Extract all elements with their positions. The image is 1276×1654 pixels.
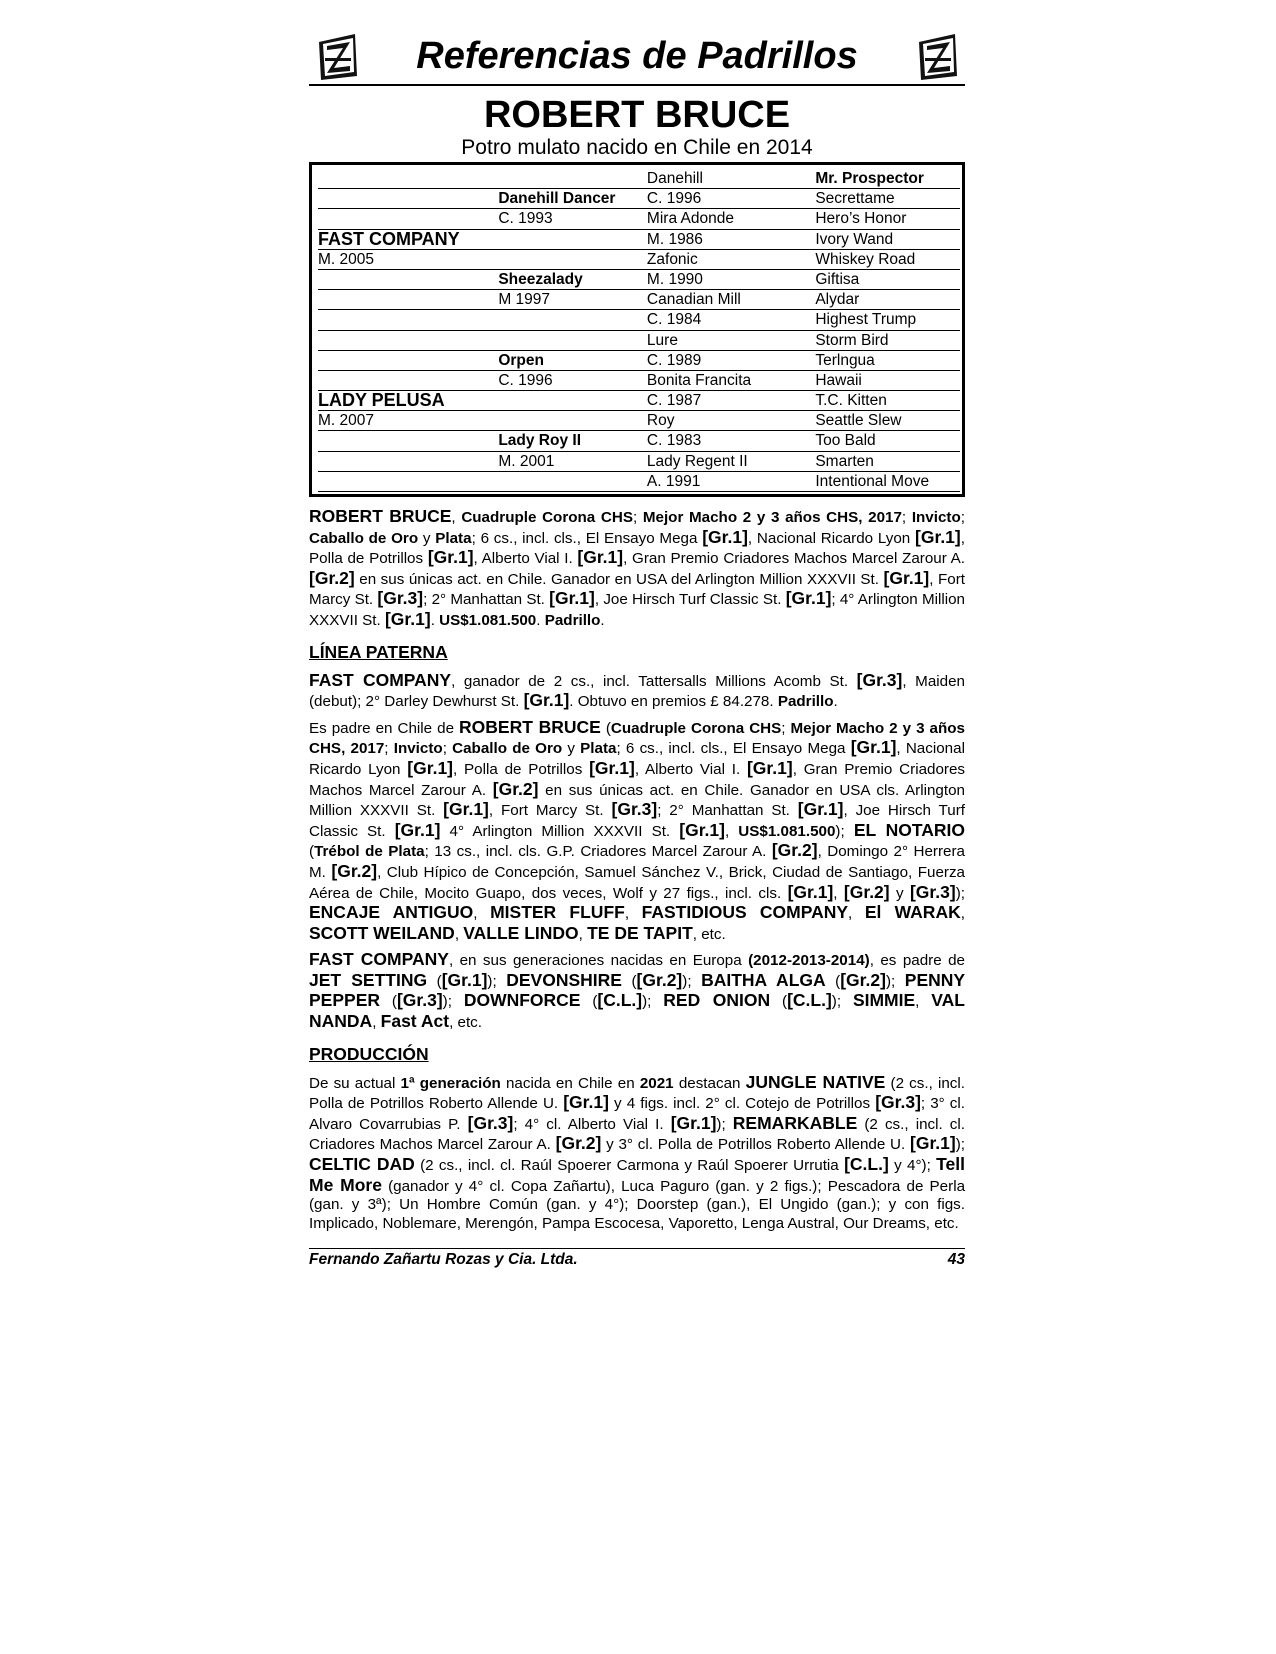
pedigree-cell: Alydar bbox=[815, 291, 860, 309]
horse-name: ROBERT BRUCE bbox=[483, 94, 791, 136]
pedigree-row bbox=[318, 189, 960, 209]
pedigree-row bbox=[318, 452, 960, 472]
pedigree-cell: M. 2005 bbox=[318, 250, 375, 268]
page bbox=[309, 28, 965, 1233]
pedigree-cell: Danehill Dancer bbox=[498, 190, 616, 208]
page-footer bbox=[309, 1248, 965, 1269]
pedigree-cell: Lady Roy II bbox=[498, 432, 581, 450]
pedigree-cell bbox=[318, 331, 498, 350]
pedigree-cell: Zafonic bbox=[646, 250, 698, 268]
pedigree-cell bbox=[498, 391, 647, 410]
pedigree-row bbox=[318, 209, 960, 229]
pedigree-cell: Lady Regent II bbox=[646, 452, 748, 470]
pedigree-cell: Seattle Slew bbox=[815, 412, 902, 430]
pedigree-cell bbox=[318, 189, 498, 208]
pedigree-cell bbox=[318, 351, 498, 370]
pedigree-row bbox=[318, 270, 960, 290]
pedigree-row bbox=[318, 371, 960, 391]
pedigree-cell: M. 1990 bbox=[646, 270, 703, 288]
section-heading-produccion: PRODUCCIÓN bbox=[309, 1043, 429, 1064]
pedigree-row bbox=[318, 431, 960, 451]
pedigree-cell: C. 1987 bbox=[646, 392, 702, 410]
pedigree-cell: C. 1996 bbox=[498, 371, 553, 389]
pedigree-cell bbox=[318, 169, 498, 188]
pedigree-cell: C. 1989 bbox=[646, 351, 702, 369]
pedigree-cell: Giftisa bbox=[815, 270, 860, 288]
pedigree-cell: Storm Bird bbox=[815, 331, 889, 349]
pedigree-cell: Highest Trump bbox=[815, 311, 917, 329]
pedigree-cell: Mira Adonde bbox=[646, 210, 734, 228]
pedigree-cell bbox=[498, 230, 647, 249]
pedigree-cell bbox=[318, 310, 498, 329]
pedigree-cell: Secrettame bbox=[815, 190, 895, 208]
page-header bbox=[309, 28, 965, 86]
pedigree-cell: T.C. Kitten bbox=[815, 392, 887, 410]
pedigree-cell: Intentional Move bbox=[815, 472, 930, 490]
pedigree-cell bbox=[318, 452, 498, 471]
pedigree-cell bbox=[498, 250, 647, 269]
header-title: Referencias de Padrillos bbox=[416, 35, 858, 77]
pedigree-row bbox=[318, 472, 960, 492]
pedigree-cell: Smarten bbox=[815, 452, 874, 470]
pedigree-cell: C. 1996 bbox=[646, 190, 702, 208]
pedigree-cell: Too Bald bbox=[815, 432, 876, 450]
pedigree-cell: Hero’s Honor bbox=[815, 210, 907, 228]
pedigree-row bbox=[318, 290, 960, 310]
pedigree-row bbox=[318, 169, 960, 189]
pedigree-cell bbox=[498, 310, 647, 329]
pedigree-cell: Roy bbox=[646, 412, 675, 430]
pedigree-cell: LADY PELUSA bbox=[318, 391, 445, 411]
pedigree-cell: A. 1991 bbox=[646, 472, 701, 490]
pedigree-cell: M 1997 bbox=[498, 291, 551, 309]
summary-paragraph: ROBERT BRUCE, Cuadruple Corona CHS; Mejor Macho 2 y 3 años CHS, 2017; Invicto; Caballo de Oro y Plata; 6 cs., incl. cls., El Ensayo Mega [Gr.1], Nacional Ricardo Lyon [Gr.1], Polla de Potrillos [Gr.1], Alberto Vial I. [Gr.1], Gran Premio Criadores Machos Marcel Zarour A. [Gr.2] en sus únicas act. en Chile. Ganador en USA del Arlington Million XXXVII St. [Gr.1], Fort Marcy St. [Gr.3]; 2° Manhattan St. [Gr.1], Joe Hirsch Turf Classic St. [Gr.1]; 4° Arlington Million XXXVII St. [Gr.1]. US$1.081.500. Padrillo. bbox=[309, 506, 966, 629]
page-number: 43 bbox=[947, 1251, 965, 1268]
pedigree-row bbox=[318, 411, 960, 431]
production-paragraph: De su actual 1ª generación nacida en Chile en 2021 destacan JUNGLE NATIVE (2 cs., incl. Polla de Potrillos Roberto Allende U. [Gr.1] y 4 figs. incl. 2° cl. Cotejo de Potrillos [Gr.3]; 3° cl. Alvaro Covarrubias P. [Gr.3]; 4° cl. Alberto Vial I. [Gr.1]); REMARKABLE (2 cs., incl. cl. Criadores Machos Marcel Zarour A. [Gr.2] y 3° cl. Polla de Potrillos Roberto Allende U. [Gr.1]); CELTIC DAD (2 cs., incl. cl. Raúl Spoerer Carmona y Raúl Spoerer Urrutia [C.L.] y 4°); Tell Me More (ganador y 4° cl. Copa Zañartu), Luca Paguro (gan. y 2 figs.); Pescadora de Perla (gan. y 3ª); Un Hombre Común (gan. y 4°); Doorstep (gan.), El Ungido (gan.); y con figs. Implicado, Noblemare, Merengón, Pampa Escocesa, Vaporetto, Lenga Austral, Our Dreams, etc. bbox=[309, 1071, 966, 1232]
sire-offspring-chile-paragraph: Es padre en Chile de ROBERT BRUCE (Cuadruple Corona CHS; Mejor Macho 2 y 3 años CHS, 2017; Invicto; Caballo de Oro y Plata; 6 cs., incl. cls., El Ensayo Mega [Gr.1], Nacional Ricardo Lyon [Gr.1], Polla de Potrillos [Gr.1], Alberto Vial I. [Gr.1], Gran Premio Criadores Machos Marcel Zarour A. [Gr.2] en sus únicas act. en Chile. Ganador en USA cls. Arlington Million XXXVII St. [Gr.1], Fort Marcy St. [Gr.3]; 2° Manhattan St. [Gr.1], Joe Hirsch Turf Classic St. [Gr.1] 4° Arlington Million XXXVII St. [Gr.1], US$1.081.500); EL NOTARIO (Trébol de Plata; 13 cs., incl. cls. G.P. Criadores Marcel Zarour A. [Gr.2], Domingo 2° Herrera M. [Gr.2], Club Hípico de Concepción, Samuel Sánchez V., Brick, Ciudad de Santiago, Fuerza Aérea de Chile, Mocito Guapo, dos veces, Wolf y 27 figs., incl. cls. [Gr.1], [Gr.2] y [Gr.3]); ENCAJE ANTIGUO, MISTER FLUFF, FASTIDIOUS COMPANY, El WARAK, SCOTT WEILAND, VALLE LINDO, TE DE TAPIT, etc. bbox=[309, 716, 966, 943]
pedigree-cell: Hawaii bbox=[815, 371, 862, 389]
pedigree-cell: M. 2001 bbox=[498, 452, 555, 470]
section-heading-linea-paterna: LÍNEA PATERNA bbox=[309, 641, 448, 662]
pedigree-cell bbox=[318, 371, 498, 390]
sire-offspring-europe-paragraph: FAST COMPANY, en sus generaciones nacidas en Europa (2012-2013-2014), es padre de JET SETTING ([Gr.1]); DEVONSHIRE ([Gr.2]); BAITHA ALGA ([Gr.2]); PENNY PEPPER ([Gr.3]); DOWNFORCE ([C.L.]); RED ONION ([C.L.]); SIMMIE, VAL NANDA, Fast Act, etc. bbox=[309, 949, 966, 1032]
pedigree-cell: Canadian Mill bbox=[646, 291, 741, 309]
pedigree-cell: M. 2007 bbox=[318, 412, 375, 430]
sire-paragraph: FAST COMPANY, ganador de 2 cs., incl. Tattersalls Millions Acomb St. [Gr.3], Maiden (debut); 2° Darley Dewhurst St. [Gr.1]. Obtuvo en premios £ 84.278. Padrillo. bbox=[309, 669, 965, 711]
pedigree-cell bbox=[498, 331, 647, 350]
pedigree-cell: Danehill bbox=[646, 170, 703, 187]
pedigree-row bbox=[318, 230, 960, 250]
pedigree-cell: Terlngua bbox=[815, 351, 875, 369]
pedigree-row bbox=[318, 351, 960, 371]
pedigree-cell bbox=[498, 472, 647, 491]
footer-company: Fernando Zañartu Rozas y Cia. Ltda. bbox=[309, 1251, 578, 1268]
pedigree-row bbox=[318, 331, 960, 351]
pedigree-cell: Lure bbox=[646, 331, 678, 349]
pedigree-cell: M. 1986 bbox=[646, 230, 703, 248]
pedigree-row bbox=[318, 391, 960, 411]
pedigree-row bbox=[318, 250, 960, 270]
pedigree-cell bbox=[498, 169, 647, 188]
pedigree-cell: Orpen bbox=[498, 351, 544, 369]
pedigree-cell: C. 1993 bbox=[498, 210, 553, 228]
pedigree-cell bbox=[318, 209, 498, 228]
pedigree-cell: Sheezalady bbox=[498, 270, 583, 288]
pedigree-row bbox=[318, 310, 960, 330]
pedigree-cell bbox=[498, 411, 647, 430]
pedigree-cell bbox=[318, 431, 498, 450]
pedigree-cell: C. 1984 bbox=[646, 311, 702, 329]
pedigree-cell: Ivory Wand bbox=[815, 230, 894, 248]
pedigree-cell: Bonita Francita bbox=[646, 371, 752, 389]
z-logo-icon bbox=[913, 32, 961, 82]
horse-subtitle: Potro mulato nacido en Chile en 2014 bbox=[461, 136, 813, 159]
pedigree-cell bbox=[318, 270, 498, 289]
pedigree-cell bbox=[318, 472, 498, 491]
pedigree-cell: Mr. Prospector bbox=[815, 170, 924, 187]
pedigree-cell: Whiskey Road bbox=[815, 250, 916, 268]
pedigree-cell bbox=[318, 290, 498, 309]
pedigree-cell: FAST COMPANY bbox=[318, 229, 460, 249]
pedigree-cell: C. 1983 bbox=[646, 432, 702, 450]
pedigree-table bbox=[309, 162, 965, 497]
